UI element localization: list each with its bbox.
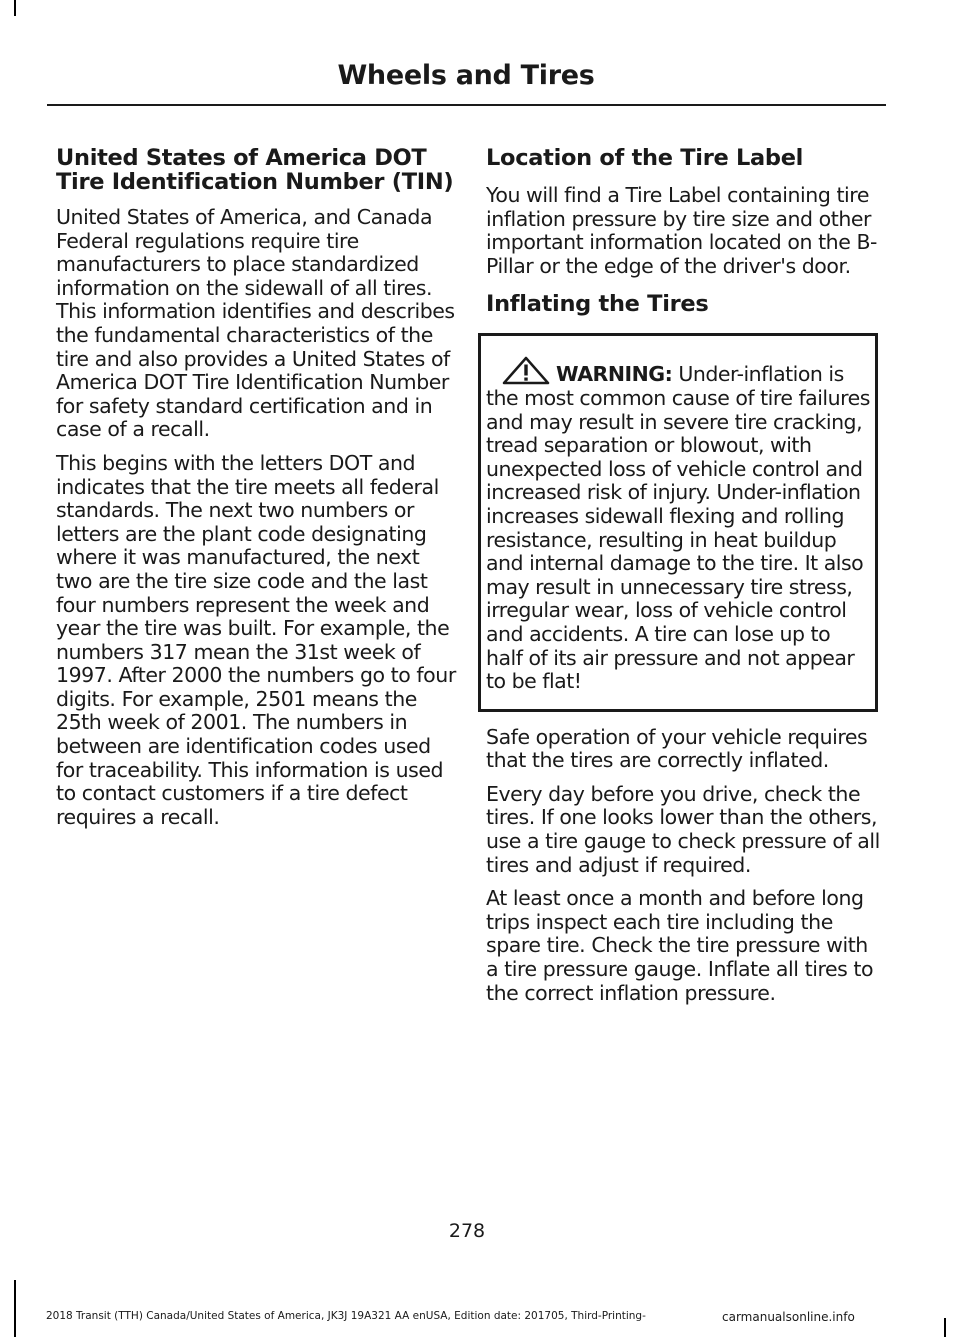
warning-text: Under-inflation is the most common cause of tire failures and may result in severe tire cracking, tread separation or blowout, with unexpected loss of vehicle control and increased risk of injury. Under-inflation increases sidewall flexing and rolling resistance, resulting in heat buildup and internal damage to the tire. It also may result in unnecessary tire stress, irregular wear, loss of vehicle control and accidents. A tire can lose up to half of its air pressure and not appear to be flat! <box>486 362 870 694</box>
crop-mark-top-left <box>14 0 16 16</box>
tire-label-heading: Location of the Tire Label <box>486 145 804 171</box>
watermark: carmanualsonline.info <box>722 1310 855 1324</box>
right-column <box>486 146 886 1015</box>
warning-box <box>478 333 878 711</box>
tin-paragraph-1: United States of America, and Canada Federal regulations require tire manufacturers to place standardized information on the sidewall of all tires. This information identifies and describes the fundamental characteristics of the tire and also provides a United States of America DOT Tire Identification Number for safety standard certification and in case of a recall. <box>56 205 455 442</box>
crop-mark-bottom-right <box>944 1318 946 1337</box>
inflation-paragraph-3: At least once a month and before long trips inspect each tire including the spare tire. Check the tire pressure with a tire pressure gauge. Inflate all tires to the correct inflation pressure. <box>486 886 874 1005</box>
inflation-paragraph-1: Safe operation of your vehicle requires that the tires are correctly inflated. <box>486 724 868 773</box>
inflation-paragraph-2: Every day before you drive, check the tires. If one looks lower than the others, use a tire gauge to check pressure of all tires and adjust if required. <box>486 781 880 877</box>
crop-mark-bottom-left <box>14 1280 16 1337</box>
warning-text-block <box>481 356 875 693</box>
tire-label-paragraph: You will find a Tire Label containing tire inflation pressure by tire size and other important information located on the B-Pillar or the edge of the driver's door. <box>486 183 877 278</box>
tin-paragraph-2: This begins with the letters DOT and indicates that the tire meets all federal standards. The next two numbers or letters are the plant code designating where it was manufactured, the next two are the tire size code and the last four numbers represent the week and year the tire was built. For example, the numbers 317 mean the 31st week of 1997. After 2000 the numbers go to four digits. For example, 2501 means the 25th week of 2001. The numbers in between are identification codes used for traceability. This information is used to contact customers if a tire defect requires a recall. <box>56 450 456 829</box>
edition-footer: 2018 Transit (TTH) Canada/United States of America, JK3J 19A321 AA enUSA, Edition date: 201705, Third-Printing- <box>46 1310 646 1322</box>
inflating-heading: Inflating the Tires <box>486 291 709 318</box>
left-column <box>56 146 456 839</box>
page-number: 278 <box>448 1220 486 1242</box>
tin-heading: United States of America DOT Tire Identification Number (TIN) <box>56 145 454 195</box>
header-divider <box>47 104 886 106</box>
section-title: Wheels and Tires <box>337 60 595 91</box>
warning-label: WARNING: <box>556 362 673 387</box>
warning-triangle-icon <box>502 356 550 385</box>
